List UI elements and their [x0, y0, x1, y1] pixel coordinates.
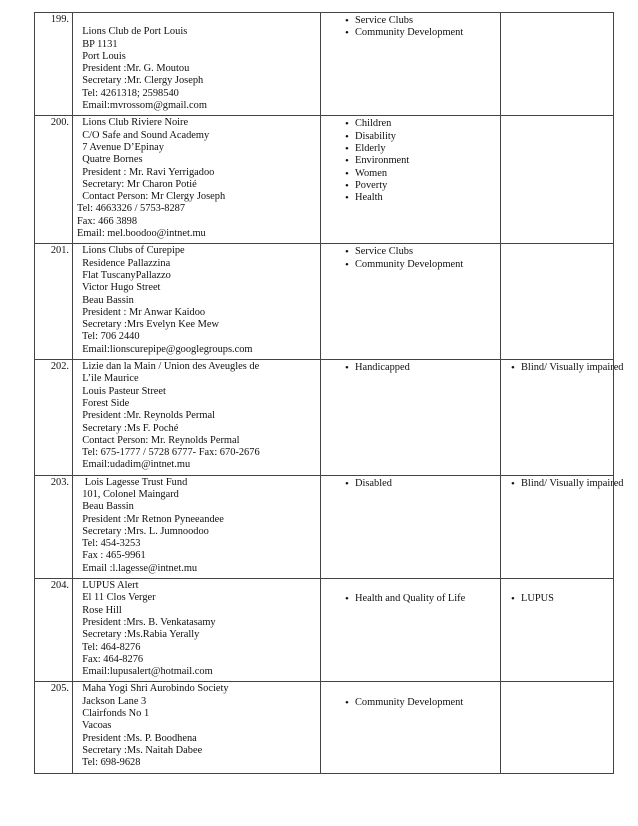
organisation-details: [73, 360, 320, 475]
organisation-details-cell: [73, 475, 321, 578]
subcategory-cell: [501, 13, 614, 116]
category-list: [321, 245, 500, 271]
category-list: [321, 14, 500, 40]
organisation-detail-line: Tel: 698-9628: [77, 757, 141, 769]
organisation-details: [73, 682, 320, 772]
subcategory-list: [501, 592, 613, 605]
organisation-detail-line: Forest Side: [77, 397, 130, 409]
organisation-detail-line: Secretary :Mrs. L. Jumnoodoo: [77, 525, 209, 537]
category-item: • Women: [321, 168, 500, 180]
subcategory-list: [501, 361, 624, 374]
organisation-details: [73, 476, 320, 578]
subcategory-list: [501, 683, 613, 684]
category-item: • Health: [321, 192, 500, 204]
table-row: [35, 475, 614, 578]
subcategory-cell: [501, 244, 614, 360]
organisation-detail-line: Louis Pasteur Street: [77, 385, 166, 397]
organisation-detail-line: Vacoas: [77, 720, 112, 732]
organisation-detail-line: Flat TuscanyPallazzo: [77, 269, 171, 281]
subcategory-list: [501, 117, 613, 118]
organisation-detail-line: Victor Hugo Street: [77, 282, 161, 294]
directory-table: [34, 12, 624, 774]
organisation-detail-line: Lions Club de Port Louis: [77, 26, 188, 38]
category-item: • Poverty: [321, 180, 500, 192]
category-cell: [321, 116, 501, 244]
organisation-detail-line: Tel: 706 2440: [77, 331, 140, 343]
organisation-detail-line: Contact Person: Mr. Reynolds Permal: [77, 434, 240, 446]
subcategory-cell: [501, 682, 614, 773]
category-item: • Environment: [321, 155, 500, 167]
organisation-detail-line: Residence Pallazzina: [77, 257, 171, 269]
category-cell: [321, 475, 501, 578]
entry-number: 200.: [50, 117, 69, 129]
category-item: • Disability: [321, 131, 500, 143]
organisation-detail-line: Fax: 464-8276: [77, 653, 144, 665]
organisation-detail-line: 101, Colonel Maingard: [77, 488, 179, 500]
category-item: • Children: [321, 118, 500, 130]
category-item: • Elderly: [321, 143, 500, 155]
organisation-detail-line: Secretary :Mrs Evelyn Kee Mew: [77, 319, 219, 331]
organisation-details-cell: [73, 360, 321, 476]
organisation-detail-line: President :Ms. P. Boodhena: [77, 732, 197, 744]
category-list: [321, 117, 500, 204]
organisation-detail-line: President :Mrs. B. Venkatasamy: [77, 616, 216, 628]
organisation-detail-line: Email :l.lagesse@intnet.mu: [77, 562, 198, 574]
entry-number-cell: [35, 244, 73, 360]
organisation-detail-line: Port Louis: [77, 50, 126, 62]
organisation-details-cell: [73, 13, 321, 116]
directory-table-body: [35, 13, 624, 774]
organisation-detail-line: Tel: 4663326 / 5753-8287: [77, 203, 186, 215]
category-item: • Health and Quality of Life: [321, 593, 500, 605]
organisation-detail-line: Email:lupusalert@hotmail.com: [77, 666, 213, 678]
subcategory-item: • LUPUS: [501, 593, 613, 605]
category-item: • Community Development: [321, 259, 500, 271]
organisation-detail-line: Lizie dan la Main / Union des Aveugles de: [77, 361, 260, 373]
organisation-detail-line: 7 Avenue D’Epinay: [77, 141, 164, 153]
entry-number: 203.: [50, 476, 69, 488]
organisation-detail-line: Tel: 675-1777 / 5728 6777- Fax: 670-2676: [77, 447, 260, 459]
category-item: • Handicapped: [321, 362, 500, 374]
organisation-detail-line: Tel: 464-8276: [77, 641, 141, 653]
organisation-details: [73, 244, 320, 359]
organisation-detail-line: Tel: 4261318; 2598540: [77, 87, 179, 99]
entry-number-cell: [35, 360, 73, 476]
subcategory-item: • Blind/ Visually impaired: [501, 362, 613, 374]
entry-number: 201.: [50, 245, 69, 257]
organisation-details: [73, 13, 320, 115]
organisation-detail-line: Email:udadim@intnet.mu: [77, 459, 191, 471]
organisation-detail-line: President :Mr Retnon Pyneeandee: [77, 513, 224, 525]
organisation-detail-line: Quatre Bornes: [77, 154, 143, 166]
organisation-detail-line: President : Mr. Ravi Yerrigadoo: [77, 166, 215, 178]
organisation-detail-line: Lois Lagesse Trust Fund: [77, 476, 188, 488]
organisation-detail-line: Fax: 466 3898: [77, 215, 138, 227]
organisation-detail-line: Lions Club Riviere Noire: [77, 117, 189, 129]
organisation-detail-line: Tel: 454-3253: [77, 538, 141, 550]
organisation-details: [73, 579, 320, 681]
table-row: [35, 116, 614, 244]
organisation-detail-line: Jackson Lane 3: [77, 695, 147, 707]
organisation-detail-line: Secretary :Ms F. Poché: [77, 422, 179, 434]
organisation-detail-line: [77, 14, 320, 26]
organisation-detail-line: Secretary :Ms. Naitah Dabee: [77, 744, 203, 756]
organisation-details-cell: [73, 244, 321, 360]
subcategory-item: • Blind/ Visually impaired: [501, 478, 613, 490]
organisation-detail-line: Contact Person: Mr Clergy Joseph: [77, 191, 226, 203]
organisation-detail-line: LUPUS Alert: [77, 580, 139, 592]
category-cell: [321, 579, 501, 682]
organisation-detail-line: Email: mel.boodoo@intnet.mu: [77, 228, 206, 240]
entry-number-cell: [35, 13, 73, 116]
organisation-detail-line: Secretary :Ms.Rabia Yerally: [77, 629, 200, 641]
subcategory-cell: [501, 360, 624, 476]
organisation-detail-line: Secretary: Mr Charon Potié: [77, 178, 197, 190]
entry-number: 199.: [50, 14, 69, 25]
organisation-detail-line: BP 1131: [77, 38, 118, 50]
organisation-details-cell: [73, 579, 321, 682]
organisation-detail-line: Lions Clubs of Curepipe: [77, 245, 185, 257]
subcategory-list: [501, 477, 624, 490]
entry-number-cell: [35, 475, 73, 578]
subcategory-list: [501, 14, 613, 15]
table-row: [35, 13, 614, 116]
organisation-detail-line: El 11 Clos Verger: [77, 592, 156, 604]
table-row: [35, 244, 614, 360]
entry-number-cell: [35, 579, 73, 682]
organisation-detail-line: L’ile Maurice: [77, 373, 139, 385]
organisation-detail-line: Email:lionscurepipe@googlegroups.com: [77, 343, 253, 355]
entry-number: 204.: [50, 580, 69, 592]
table-row: [35, 682, 614, 773]
category-cell: [321, 13, 501, 116]
category-list: [321, 477, 500, 490]
category-item: • Service Clubs: [321, 15, 500, 27]
organisation-detail-line: Secretary :Mr. Clergy Joseph: [77, 75, 204, 87]
organisation-detail-line: Email:mvrossom@gmail.com: [77, 100, 207, 112]
organisation-details-cell: [73, 682, 321, 773]
subcategory-cell: [501, 579, 614, 682]
organisation-detail-line: Beau Bassin: [77, 294, 134, 306]
entry-number: 205.: [50, 683, 69, 695]
category-item: • Community Development: [321, 697, 500, 709]
category-list: [321, 592, 500, 605]
organisation-detail-line: C/O Safe and Sound Academy: [77, 129, 210, 141]
subcategory-cell: [501, 116, 614, 244]
table-row: [35, 579, 614, 682]
organisation-detail-line: President :Mr. G. Moutou: [77, 63, 190, 75]
subcategory-cell: [501, 475, 624, 578]
entry-number-cell: [35, 682, 73, 773]
organisation-detail-line: Rose Hill: [77, 604, 122, 616]
organisation-details: [73, 116, 320, 243]
organisation-detail-line: Beau Bassin: [77, 501, 134, 513]
table-row: [35, 360, 614, 476]
category-list: [321, 361, 500, 374]
category-list: [321, 696, 500, 709]
organisation-detail-line: Clairfonds No 1: [77, 708, 150, 720]
category-item: • Service Clubs: [321, 246, 500, 258]
category-cell: [321, 682, 501, 773]
entry-number-cell: [35, 116, 73, 244]
category-cell: [321, 360, 501, 476]
subcategory-list: [501, 245, 613, 246]
category-cell: [321, 244, 501, 360]
organisation-detail-line: Fax : 465-9961: [77, 550, 146, 562]
organisation-detail-line: Maha Yogi Shri Aurobindo Society: [77, 683, 229, 695]
organisation-details-cell: [73, 116, 321, 244]
category-item: • Disabled: [321, 478, 500, 490]
entry-number: 202.: [50, 361, 69, 373]
organisation-detail-line: President : Mr Anwar Kaidoo: [77, 306, 206, 318]
organisation-detail-line: President :Mr. Reynolds Permal: [77, 410, 215, 422]
category-item: • Community Development: [321, 27, 500, 39]
